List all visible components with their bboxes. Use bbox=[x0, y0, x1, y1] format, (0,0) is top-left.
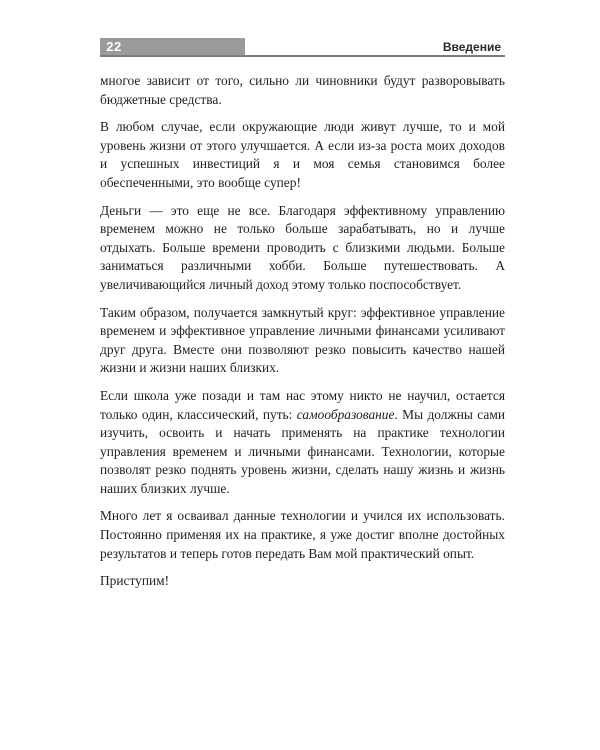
running-head bbox=[100, 38, 505, 56]
page-number: 22 bbox=[106, 39, 122, 54]
paragraph-text: Если школа уже позади и там нас этому никто не научил, остается только один, классический, путь: bbox=[100, 387, 505, 422]
emphasis-text: самообразование bbox=[296, 406, 395, 422]
section-title: Введение bbox=[442, 40, 501, 54]
paragraph: многое зависит от того, сильно ли чиновники будут разворовывать бюджетные средства. bbox=[100, 73, 505, 107]
header-rule bbox=[100, 55, 505, 57]
page-number-tab bbox=[100, 38, 245, 56]
paragraph: Много лет я осваивал данные технологии и учился их использовать. Постоянно применяя их на практике, я уже достиг вполне достойных результатов и теперь готов передать Вам мой практический опыт. bbox=[100, 508, 505, 561]
paragraph: Деньги — это еще не все. Благодаря эффективному управлению временем можно не только больше зарабатывать, но и лучше отдыхать. Больше времени проводить с близкими людьми. Больше заниматься различными хобби. Больше путешествовать. А увеличивающийся личный доход этому только поспособствует. bbox=[100, 202, 505, 292]
paragraph: Приступим! bbox=[100, 573, 170, 589]
paragraph: В любом случае, если окружающие люди живут лучше, то и мой уровень жизни от этого улучшается. А если из-за роста моих доходов и успешных инвестиций я и моя семья становимся более обеспеченными, это вообще супер! bbox=[100, 119, 505, 190]
paragraph: Таким образом, получается замкнутый круг: эффективное управление временем и эффективное управление личными финансами усиливают друг друга. Вместе они позволяют резко повысить качество нашей жизни и жизни наших близких. bbox=[100, 304, 505, 376]
paragraph-text: . Мы должны сами изучить, освоить и начать применять на практике технологии управления временем и личными финансами. Технологии, которые позволят резко поднять уровень жизни, сделать нашу жизнь и жизнь наших близких лучше. bbox=[100, 406, 506, 496]
body-text bbox=[100, 72, 505, 600]
paragraph bbox=[100, 387, 505, 499]
